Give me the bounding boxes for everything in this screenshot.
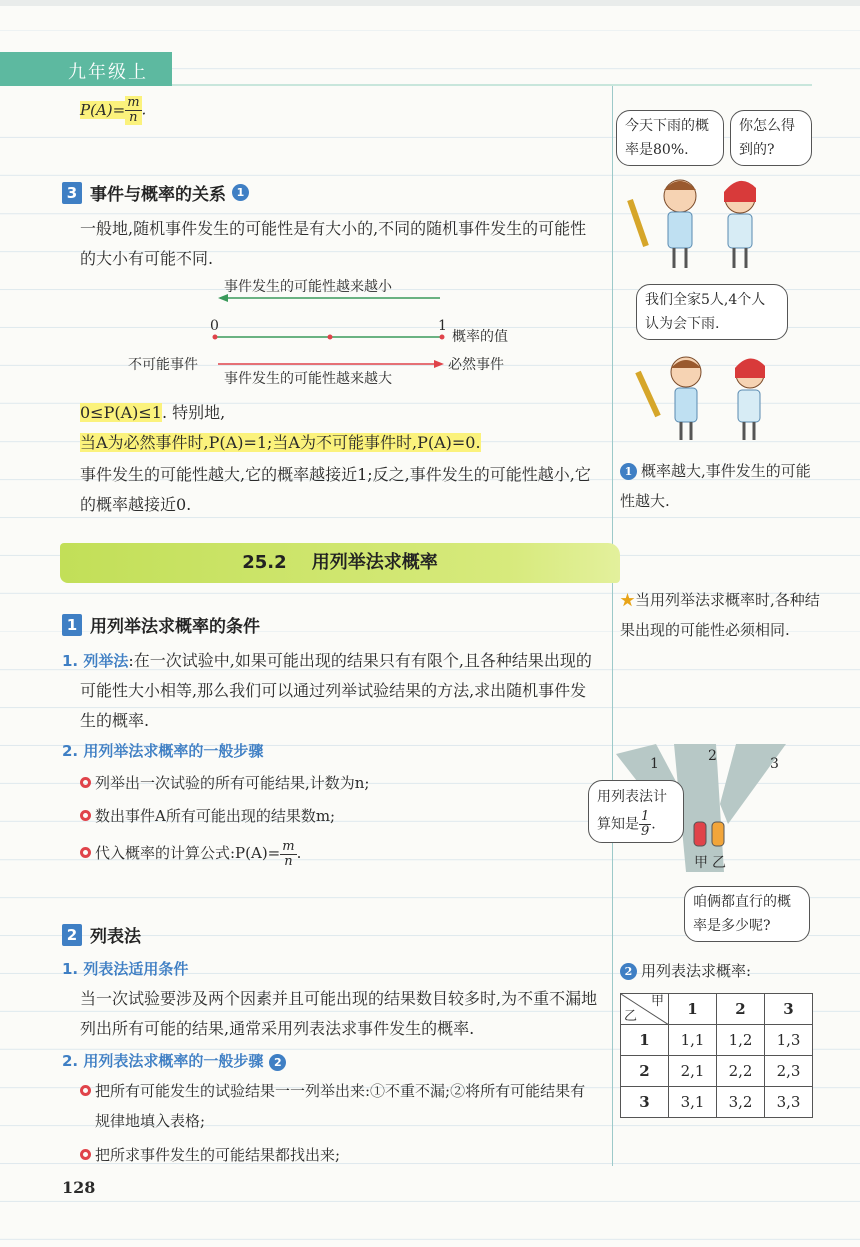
- cartoon-kids-illustration-2: [630, 350, 790, 450]
- section3-number: 3: [62, 182, 82, 204]
- car-label-jia: 甲: [694, 855, 708, 871]
- bullet-dot: [80, 1085, 91, 1096]
- section3-heading: [62, 180, 249, 205]
- point-mid: [328, 335, 333, 340]
- item1-label: 1. 列举法: [62, 652, 129, 670]
- answer-fraction: $\frac{1}{9}$: [641, 809, 650, 839]
- range-line: 0≤P(A)≤1. 特别地,: [80, 403, 226, 422]
- section3-closing: 事件发生的可能性越大,它的概率越接近1;反之,事件发生的可能性越小,它的概率越接近0.: [80, 465, 591, 514]
- grade-tab: 九年级上: [0, 52, 172, 86]
- road-label-2: 2: [708, 748, 717, 764]
- section2-heading: [62, 922, 141, 947]
- section1-bullet-2: 数出事件A所有可能出现的结果数m;: [80, 801, 600, 831]
- table-cell: 3,2: [717, 1087, 765, 1118]
- section1-bullet-1: 列举出一次试验的所有可能结果,计数为n;: [80, 768, 600, 798]
- table-row-header: 1: [621, 1025, 669, 1056]
- table-cell: 2,3: [765, 1056, 813, 1087]
- special-case-line: [80, 428, 600, 458]
- speech-bubble-question: 你怎么得到的?: [730, 110, 812, 166]
- table-cell: 3,3: [765, 1087, 813, 1118]
- right-arrow-head: [434, 360, 444, 368]
- section2-marker: 2: [269, 1054, 286, 1071]
- table-cell: 2,1: [669, 1056, 717, 1087]
- table-row-header: 3: [621, 1087, 669, 1118]
- table-caption: 2 用列表法求概率:: [620, 956, 820, 986]
- special-case-text: 当A为必然事件时,P(A)=1;当A为不可能事件时,P(A)=0.: [80, 433, 481, 452]
- table-row: [621, 1025, 813, 1056]
- car-label-yi: 乙: [712, 855, 726, 871]
- table-cell: 1,3: [765, 1025, 813, 1056]
- point-zero: [213, 335, 218, 340]
- table-col-header: 2: [717, 994, 765, 1025]
- table-caption-marker: 2: [620, 963, 637, 980]
- section2-item2-heading: 2. 用列表法求概率的一般步骤 2: [62, 1050, 286, 1071]
- formula-fraction: $\frac{m}{n}$: [127, 95, 140, 125]
- section2-number: 2: [62, 924, 82, 946]
- side-note-1: 1 概率越大,事件发生的可能性越大.: [620, 462, 811, 510]
- point-one: [440, 335, 445, 340]
- bullet-dot: [80, 810, 91, 821]
- chapter-title-band: [60, 543, 620, 583]
- table-col-header: 3: [765, 994, 813, 1025]
- section1-heading: [62, 612, 260, 637]
- section3-paragraph: 一般地,随机事件发生的可能性是有大小的,不同的随机事件发生的可能性的大小有可能不同.: [80, 219, 587, 268]
- section3-title: 事件与概率的关系: [90, 185, 226, 205]
- impossible-event-label: 不可能事件: [128, 357, 198, 373]
- section3-marker: 1: [232, 184, 249, 201]
- decreasing-label: 事件发生的可能性越来越小: [224, 279, 392, 295]
- cartoon-kids-illustration-1: [622, 168, 812, 278]
- table-cell: 3,1: [669, 1087, 717, 1118]
- speech-bubble-family: 我们全家5人,4个人认为会下雨.: [636, 284, 788, 340]
- bullet-dot: [80, 777, 91, 788]
- table-row: [621, 994, 813, 1025]
- speech-bubble-straight: 咱俩都直行的概率是多少呢?: [684, 886, 810, 942]
- top-formula: P(A)= $\frac{m}{n}$ .: [80, 95, 147, 125]
- bullet-dot: [80, 847, 91, 858]
- section2-item1-text: 当一次试验要涉及两个因素并且可能出现的结果数目较多时,为不重不漏地列出所有可能的结果,通常采用列表法求事件发生的概率.: [80, 989, 598, 1038]
- page-number: 128: [62, 1178, 96, 1197]
- table-cell: 1,2: [717, 1025, 765, 1056]
- top-edge: [0, 0, 860, 6]
- bullet-dot: [80, 1149, 91, 1160]
- road-label-3: 3: [770, 756, 779, 772]
- chapter-number: 25.2: [242, 552, 287, 573]
- table-row: [621, 1087, 813, 1118]
- table-col-header: 1: [669, 994, 717, 1025]
- table-row: [621, 1056, 813, 1087]
- header-rule: [172, 84, 812, 86]
- table-corner-cell: [621, 994, 669, 1025]
- road-label-1: 1: [650, 756, 659, 772]
- formula-fraction: $\frac{m}{n}$: [282, 839, 295, 869]
- section2-bullet-1: 把所有可能发生的试验结果一一列举出来:①不重不漏;②将所有可能结果有规律地填入表格;: [80, 1076, 600, 1136]
- item1-text: :在一次试验中,如果可能出现的结果只有有限个,且各种结果出现的可能性大小相等,那么我们可以通过列举试验结果的方法,求出随机事件发生的概率.: [80, 651, 592, 730]
- star-icon: ★: [620, 591, 636, 609]
- probability-scale-diagram: [120, 276, 560, 394]
- corner-bottom-label: 乙: [624, 1009, 638, 1024]
- side-note1-marker: 1: [620, 463, 637, 480]
- increasing-label: 事件发生的可能性越来越大: [224, 371, 392, 387]
- speech-bubble-rain: 今天下雨的概率是80%.: [616, 110, 724, 166]
- column-divider: [612, 86, 613, 1166]
- table-cell: 2,2: [717, 1056, 765, 1087]
- one-label: 1: [438, 318, 447, 334]
- section2-title: 列表法: [90, 927, 141, 947]
- probability-value-label: 概率的值: [452, 329, 508, 345]
- speech-bubble-answer: 用列表法计算知是 $\frac{1}{9}$ .: [588, 780, 684, 843]
- probability-table: [620, 993, 813, 1118]
- range-formula: 0≤P(A)≤1: [80, 403, 162, 422]
- section2-bullet-2: 把所求事件发生的可能结果都找出来;: [80, 1140, 600, 1170]
- corner-top-label: 甲: [650, 994, 664, 1009]
- section1-number: 1: [62, 614, 82, 636]
- section1-title: 用列举法求概率的条件: [90, 617, 260, 637]
- table-cell: 1,1: [669, 1025, 717, 1056]
- formula-lhs: P(A)=: [80, 100, 126, 119]
- chapter-title: 用列举法求概率: [311, 552, 438, 573]
- section1-bullet-3: 代入概率的计算公式:P(A)= $\frac{m}{n}$ .: [80, 838, 600, 869]
- section2-item1-heading: 1. 列表法适用条件: [62, 960, 189, 978]
- certain-event-label: 必然事件: [448, 357, 504, 373]
- side-note-2: ★当用列举法求概率时,各种结果出现的可能性必须相同.: [620, 591, 820, 639]
- section1-item2-heading: 2. 用列举法求概率的一般步骤: [62, 742, 264, 760]
- zero-label: 0: [210, 318, 219, 334]
- section1-item1: [62, 646, 602, 736]
- table-row-header: 2: [621, 1056, 669, 1087]
